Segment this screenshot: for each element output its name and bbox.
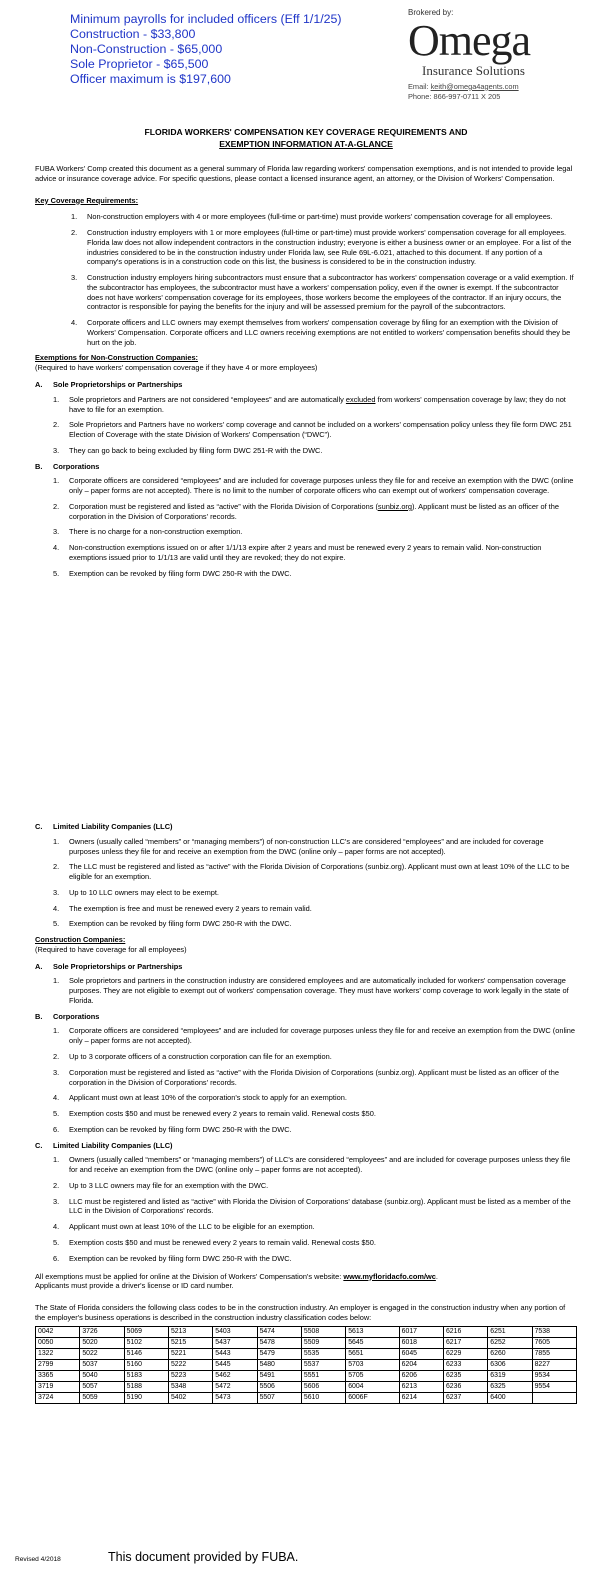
classcodes-intro: The State of Florida considers the following class codes to be in the construction industry. An employer is engaged in the construction industry when any portion of the employer's business operations is described in the construction industry classification codes below: [35, 1303, 566, 1322]
table-cell: 5022 [80, 1348, 124, 1359]
construction-heading: Construction Companies: [35, 935, 126, 945]
table-cell: 5491 [257, 1370, 301, 1381]
list-item: 5. Exemption costs $50 and must be renewed every 2 years to remain valid. Renewal costs $50. [53, 1109, 376, 1119]
title-line-1: FLORIDA WORKERS' COMPENSATION KEY COVERAGE REQUIREMENTS AND [144, 127, 468, 137]
table-cell: 5508 [301, 1326, 345, 1337]
table-cell: 9534 [532, 1370, 576, 1381]
list-item: 3. LLC must be registered and listed as “active” with Florida the Division of Corporations' database (sunbiz.org). Applicant must be listed as a member of the LLC in the Division of Corporations' records. [53, 1196, 571, 1216]
table-cell: 5190 [124, 1392, 168, 1403]
table-cell: 6251 [488, 1326, 532, 1337]
table-row [36, 1337, 577, 1348]
table-cell: 5645 [346, 1337, 399, 1348]
table-cell: 5213 [168, 1326, 212, 1337]
table-cell: 5472 [213, 1381, 257, 1392]
table-cell: 6217 [443, 1337, 487, 1348]
table-cell: 6236 [443, 1381, 487, 1392]
list-item: 2. The LLC must be registered and listed as “active” with the Florida Division of Corporations (sunbiz.org). Applicant must own at least 10% of the LLC to be eligible for an exemption. [53, 862, 570, 882]
title-line-2: EXEMPTION INFORMATION AT-A-GLANCE [219, 139, 393, 150]
list-item: 1. Corporate officers are considered “employees” and are included for coverage purposes unless they file for and receive an exemption with the DWC (online only – paper forms are not accepted). There is no limit to the number of corporate officers who can exempt out of workers' compensation coverage. [53, 476, 574, 496]
revised-date: Revised 4/2018 [15, 1556, 61, 1563]
omega-logo: Omega [408, 15, 531, 65]
list-item: 1. Owners (usually called “members” or “managing members”) of non-construction LLC's are considered “employees” and are included for coverage purposes unless they file for and receive an exemption from the DWC (online only – paper forms are not accepted). [53, 836, 544, 856]
contact-info [408, 82, 598, 103]
table-cell: 5506 [257, 1381, 301, 1392]
table-cell: 5059 [80, 1392, 124, 1403]
nonconstruction-group-c: C. Limited Liability Companies (LLC) [35, 822, 173, 831]
table-cell: 6237 [443, 1392, 487, 1403]
table-cell: 5215 [168, 1337, 212, 1348]
table-cell: 5474 [257, 1326, 301, 1337]
list-item: 1. Non-construction employers with 4 or more employees (full-time or part-time) must provide workers' compensation coverage for all employees. [71, 212, 553, 222]
construction-c-list [53, 1155, 575, 1263]
table-cell: 5037 [80, 1359, 124, 1370]
table-cell: 5183 [124, 1370, 168, 1381]
table-cell: 0042 [36, 1326, 80, 1337]
list-item: 3. Construction industry employers hiring subcontractors must ensure that a subcontractor has workers' compensation coverage or a valid exemption. If the subcontractor has employees, the subcontractor must have a workers' compensation policy, even if the owner is exempt. If the subcontractor does not have workers' compensation coverage for its employees, those workers become the employees of the contractor. If an injury occurs, the contractor is responsible for paying the benefits for the injury and will be assessed premium for the payroll of the subcontractors. [71, 273, 574, 312]
table-cell: 6045 [399, 1348, 443, 1359]
table-cell: 7855 [532, 1348, 576, 1359]
table-cell: 6216 [443, 1326, 487, 1337]
table-cell: 5651 [346, 1348, 399, 1359]
table-cell: 5146 [124, 1348, 168, 1359]
table-cell: 6319 [488, 1370, 532, 1381]
table-cell: 5473 [213, 1392, 257, 1403]
list-item: 5. Exemption costs $50 and must be renewed every 2 years to remain valid. Renewal costs $50. [53, 1237, 376, 1247]
nonconstruction-b-list [53, 476, 575, 578]
nonconstruction-subheading: (Required to have workers' compensation coverage if they have 4 or more employees) [35, 363, 318, 373]
table-cell: 6306 [488, 1359, 532, 1370]
table-cell: 5402 [168, 1392, 212, 1403]
table-cell: 6206 [399, 1370, 443, 1381]
table-cell: 5069 [124, 1326, 168, 1337]
list-item: 5. Exemption can be revoked by filing form DWC 250-R with the DWC. [53, 919, 292, 929]
table-cell: 0050 [36, 1337, 80, 1348]
payroll-line: Sole Proprietor - $65,500 [70, 56, 209, 71]
table-cell: 6006F [346, 1392, 399, 1403]
table-cell: 5348 [168, 1381, 212, 1392]
table-cell: 6213 [399, 1381, 443, 1392]
table-cell: 2799 [36, 1359, 80, 1370]
table-cell: 5445 [213, 1359, 257, 1370]
payroll-line: Officer maximum is $197,600 [70, 71, 231, 86]
brokered-by-label: Brokered by: [408, 8, 454, 17]
payroll-line: Non-Construction - $65,000 [70, 41, 223, 56]
table-row [36, 1326, 577, 1337]
phone-number: Phone: 866-997-0711 X 205 [408, 92, 501, 102]
list-item: 1. Corporate officers are considered “employees” and are included for coverage purposes unless they file for and receive an exemption from the DWC (online only – paper forms are not accepted). [53, 1026, 575, 1046]
table-cell: 5606 [301, 1381, 345, 1392]
table-cell: 6204 [399, 1359, 443, 1370]
page-title [0, 126, 612, 151]
list-item: 3. They can go back to being excluded by filing form DWC 251-R with the DWC. [53, 445, 323, 455]
table-cell: 5509 [301, 1337, 345, 1348]
construction-group-b: B. Corporations [35, 1011, 100, 1021]
list-item: 4. The exemption is free and must be renewed every 2 years to remain valid. [53, 903, 312, 913]
table-cell: 5462 [213, 1370, 257, 1381]
list-item: 1. Sole proprietors and Partners are not considered “employees” and are automatically excluded from workers' compensation coverage by law; they do not have to file for an exemption. [53, 394, 566, 414]
table-cell: 5610 [301, 1392, 345, 1403]
table-cell: 6004 [346, 1381, 399, 1392]
list-item: 4. Corporate officers and LLC owners may exempt themselves from workers' compensation coverage by filing for an exemption with the Division of Workers' Compensation. Corporate officers and LLC owners receiving exemptions are not entitled to workers' compensation benefits should they be hurt on the job. [71, 318, 571, 347]
construction-group-a: A. Sole Proprietorships or Partnerships [35, 961, 183, 971]
table-cell: 5020 [80, 1337, 124, 1348]
key-requirements-heading: Key Coverage Requirements: [35, 195, 139, 205]
table-cell: 5703 [346, 1359, 399, 1370]
payrolls-heading: Minimum payrolls for included officers (Eff 1/1/25) [70, 12, 342, 26]
table-cell: 5443 [213, 1348, 257, 1359]
table-cell: 9554 [532, 1381, 576, 1392]
table-cell: 5221 [168, 1348, 212, 1359]
table-cell: 3365 [36, 1370, 80, 1381]
table-cell: 6235 [443, 1370, 487, 1381]
list-item: 2. Construction industry employers with 1 or more employees (full-time or part-time) must provide workers' compensation coverage for all employees. Florida law does not allow independent contractors in the construction industry; everyone is either a business owner or an employee. For a list of the industries considered to be in the construction industry under Florida law, see Rule 69L-6.021, attached to this document. If any portion of a company's operations is in a construction code on this list, the business is considered to be in the construction industry. [71, 228, 572, 267]
list-item: 3. Corporation must be registered and listed as “active” with the Florida Division of Corporations (sunbiz.org). Applicant must be listed as an officer of the corporation in the Division of Corporations' records. [53, 1067, 559, 1087]
table-cell: 5613 [346, 1326, 399, 1337]
table-row [36, 1348, 577, 1359]
table-cell: 5223 [168, 1370, 212, 1381]
table-cell: 6018 [399, 1337, 443, 1348]
table-cell: 7605 [532, 1337, 576, 1348]
table-cell: 5437 [213, 1337, 257, 1348]
list-item: 4. Applicant must own at least 10% of the corporation's stock to apply for an exemption. [53, 1093, 347, 1103]
table-row [36, 1392, 577, 1403]
table-cell: 1322 [36, 1348, 80, 1359]
nonconstruction-a-list [53, 395, 575, 456]
construction-a-list [53, 976, 575, 1005]
list-item: 3. Up to 10 LLC owners may elect to be exempt. [53, 887, 219, 897]
list-item: 1. Owners (usually called “members” or “managing members”) of LLC's are considered “employees” and are included for coverage purposes unless they file for and receive an exemption from the DWC (online only – paper forms are not accepted). [53, 1155, 571, 1175]
list-item: 5. Exemption can be revoked by filing form DWC 250-R with the DWC. [53, 568, 292, 578]
table-cell: 6260 [488, 1348, 532, 1359]
table-cell: 5478 [257, 1337, 301, 1348]
minimum-payrolls [70, 12, 400, 86]
broker-branding [408, 8, 598, 103]
nonconstruction-c-list [53, 837, 575, 929]
table-cell: 5102 [124, 1337, 168, 1348]
table-cell: 6233 [443, 1359, 487, 1370]
table-cell: 3724 [36, 1392, 80, 1403]
list-item: 2. Up to 3 corporate officers of a construction corporation can file for an exemption. [53, 1052, 332, 1062]
list-item: 6. Exemption can be revoked by filing form DWC 250-R with the DWC. [53, 1253, 292, 1263]
online-notice-line-2: Applicants must provide a driver's license or ID card number. [35, 1281, 234, 1291]
logo-tagline: Insurance Solutions [422, 62, 525, 78]
table-cell: 7538 [532, 1326, 576, 1337]
table-cell [532, 1392, 576, 1403]
list-item: 2. Corporation must be registered and listed as “active” with the Florida Division of Corporations (sunbiz.org). Applicant must be listed as an officer of the corporation in the Division of Corporations' records. [53, 501, 559, 521]
provided-by-footer: This document provided by FUBA. [108, 1550, 299, 1564]
table-cell: 5160 [124, 1359, 168, 1370]
payroll-line: Construction - $33,800 [70, 26, 196, 41]
list-item: 1. Sole proprietors and partners in the construction industry are considered employees and are automatically included for workers' compensation coverage purposes. They are not eligible to exempt out of workers' compensation coverage. They must have workers' comp coverage to work legally in the state of Florida. [53, 976, 569, 1005]
table-cell: 5705 [346, 1370, 399, 1381]
table-cell: 3726 [80, 1326, 124, 1337]
document-body-bottom [35, 822, 575, 1404]
list-item: 3. There is no charge for a non-construction exemption. [53, 527, 243, 537]
table-cell: 5507 [257, 1392, 301, 1403]
nonconstruction-group-b: B. Corporations [35, 461, 100, 471]
table-cell: 5479 [257, 1348, 301, 1359]
list-item: 2. Up to 3 LLC owners may file for an exemption with the DWC. [53, 1180, 269, 1190]
table-cell: 5551 [301, 1370, 345, 1381]
nonconstruction-group-a: A. Sole Proprietorships or Partnerships [35, 380, 183, 390]
table-row [36, 1359, 577, 1370]
table-cell: 3719 [36, 1381, 80, 1392]
table-cell: 6325 [488, 1381, 532, 1392]
online-notice: All exemptions must be applied for online at the Division of Workers' Compensation's website: www.myfloridacfo.com/wc. Applicants must provide a driver's license or ID card number. [35, 1271, 438, 1291]
email-label: Email: [408, 81, 431, 91]
table-cell: 5403 [213, 1326, 257, 1337]
construction-group-c: C. Limited Liability Companies (LLC) [35, 1140, 173, 1150]
document-body-top [35, 164, 575, 585]
table-cell: 5222 [168, 1359, 212, 1370]
table-cell: 5057 [80, 1381, 124, 1392]
list-item: 4. Applicant must own at least 10% of the LLC to be eligible for an exemption. [53, 1222, 315, 1232]
list-item: 4. Non-construction exemptions issued on or after 1/1/13 expire after 2 years and must be renewed every 2 years to remain valid. Non-construction exemptions issued prior to 1/1/13 are valid until they are revoked; they do not expire. [53, 543, 542, 562]
nonconstruction-heading: Exemptions for Non-Construction Companies: [35, 353, 199, 363]
table-cell: 5040 [80, 1370, 124, 1381]
dwc-website-link[interactable]: www.myfloridacfo.com/wc [343, 1271, 436, 1281]
table-cell: 6214 [399, 1392, 443, 1403]
list-item: 6. Exemption can be revoked by filing form DWC 250-R with the DWC. [53, 1124, 292, 1134]
table-cell: 5535 [301, 1348, 345, 1359]
table-cell: 6400 [488, 1392, 532, 1403]
construction-subheading: (Required to have coverage for all employees) [35, 944, 187, 954]
table-cell: 6229 [443, 1348, 487, 1359]
email-link[interactable]: keith@omega4agents.com [430, 81, 519, 91]
table-cell: 8227 [532, 1359, 576, 1370]
list-item: 2. Sole Proprietors and Partners have no workers' comp coverage and cannot be included on a workers' compensation policy unless they file form DWC 251 Election of Coverage with the state Division of Workers' Compensation (“DWC”). [53, 420, 572, 440]
construction-b-list [53, 1026, 575, 1134]
table-row [36, 1370, 577, 1381]
table-cell: 6017 [399, 1326, 443, 1337]
class-codes-table [35, 1326, 577, 1404]
table-cell: 5188 [124, 1381, 168, 1392]
sunbiz-link[interactable]: sunbiz.org [377, 501, 413, 511]
table-cell: 5537 [301, 1359, 345, 1370]
table-cell: 6252 [488, 1337, 532, 1348]
table-row [36, 1381, 577, 1392]
key-requirements-list [53, 212, 575, 347]
intro-paragraph: FUBA Workers' Comp created this document as a general summary of Florida law regarding workers' compensation exemptions, and is not intended to provide legal advice or insurance coverage advice. For specific questions, please contact a licensed insurance agent, an attorney, or the Division of Workers' Compensation. [35, 164, 573, 183]
table-cell: 5480 [257, 1359, 301, 1370]
